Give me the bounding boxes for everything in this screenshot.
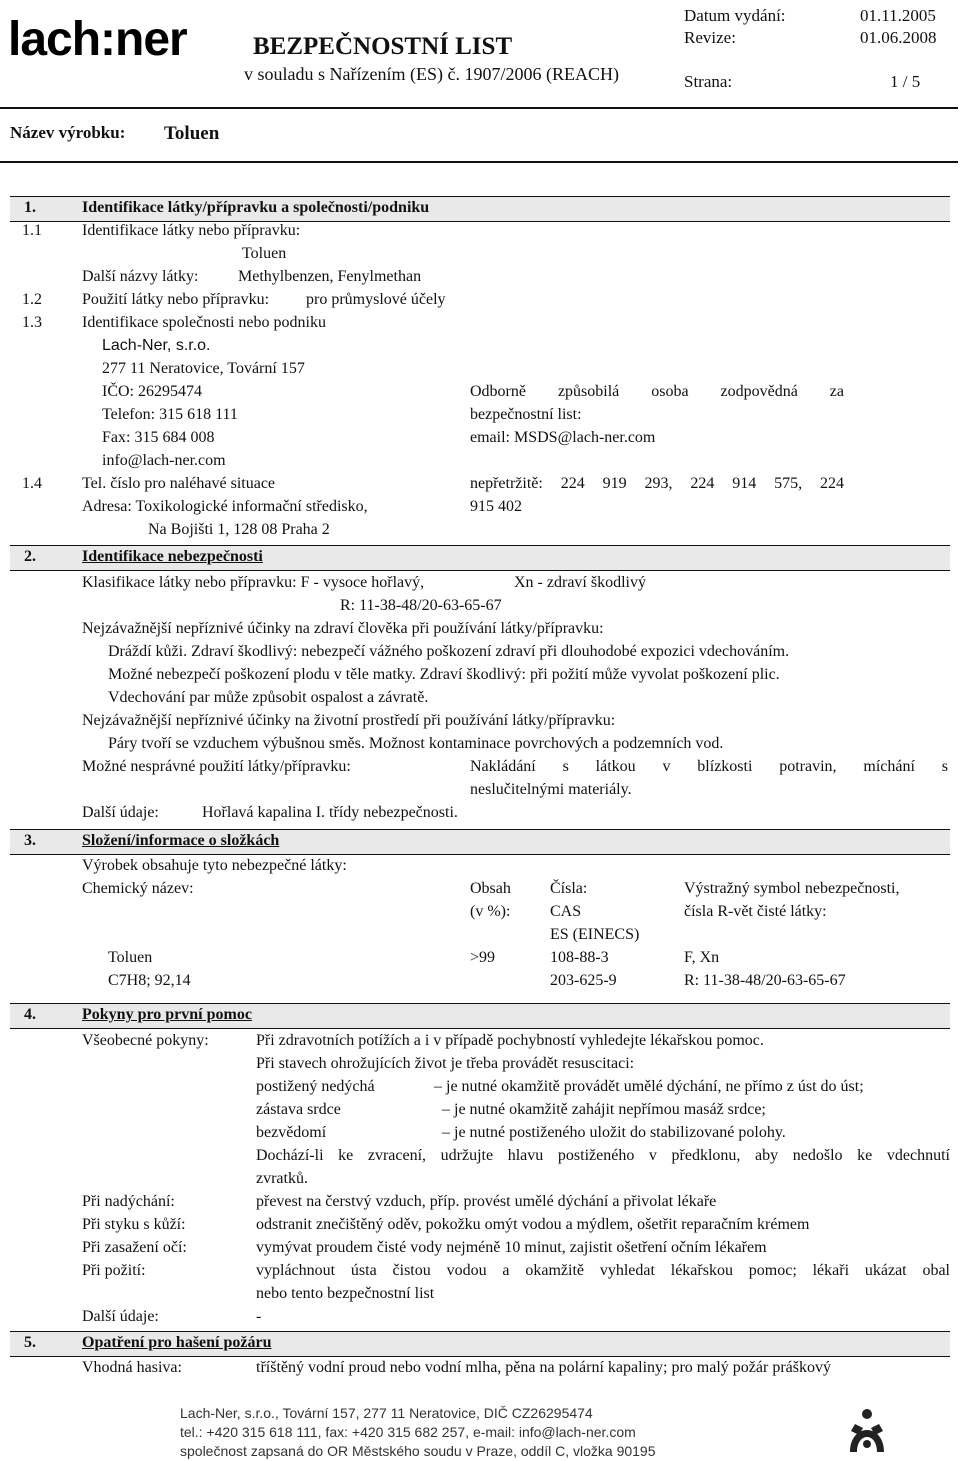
case-2: zástava srdce bbox=[256, 1101, 341, 1118]
ingestion-label: Při požití: bbox=[82, 1262, 146, 1279]
eye-value: vymývat proudem čisté vody nejméně 10 minut, zajistit ošetření očním lékařem bbox=[256, 1239, 767, 1256]
document-header bbox=[0, 0, 960, 100]
case-3: bezvědomí bbox=[256, 1124, 327, 1141]
section-title: Identifikace látky/přípravku a společnosti/podniku bbox=[82, 199, 430, 216]
inhalation-value: převest na čerstvý vzduch, příp. provést umělé dýchání a přivolat lékaře bbox=[256, 1193, 717, 1210]
page-footer bbox=[180, 1404, 656, 1461]
row-symbol: F, Xn bbox=[684, 949, 720, 966]
emergency-phone: nepřetržitě: 224 919 293, 224 914 575, 224 bbox=[470, 475, 844, 492]
general-2: Při stavech ohrožujících život je třeba provádět resuscitaci: bbox=[256, 1055, 635, 1072]
document-title: BEZPEČNOSTNÍ LIST bbox=[253, 33, 513, 60]
ingestion-2: nebo tento bezpečnostní list bbox=[256, 1285, 435, 1302]
classification-xn: Xn - zdraví škodlivý bbox=[514, 574, 646, 591]
item-1-4-number: 1.4 bbox=[22, 475, 42, 492]
classification-label: Klasifikace látky nebo přípravku: F - vysoce hořlavý, bbox=[82, 574, 425, 591]
skin-value: odstranit znečištěný oděv, pokožku omýt vodou a mýdlem, ošetřit reparačním krémem bbox=[256, 1216, 810, 1233]
col-es: ES (EINECS) bbox=[550, 926, 640, 943]
item-1-2-label: Použití látky nebo přípravku: bbox=[82, 291, 270, 308]
r-phrases: R: 11-38-48/20-63-65-67 bbox=[340, 597, 502, 614]
case-3-action: – je nutné postiženého uložit do stabilizované polohy. bbox=[442, 1124, 786, 1141]
section-2-header bbox=[10, 545, 950, 571]
general-1: Při zdravotních potížích a i v případě pochybností vyhledejte lékařskou pomoc. bbox=[256, 1032, 764, 1049]
product-label: Název výrobku: bbox=[10, 123, 126, 142]
item-1-1-label: Identifikace látky nebo přípravku: bbox=[82, 222, 301, 239]
vomit-2: zvratků. bbox=[256, 1170, 308, 1187]
case-1-action: – je nutné okamžitě provádět umělé dýchání, ne přímo z úst do úst; bbox=[434, 1078, 864, 1095]
responsible-email-link[interactable]: email: MSDS@lach-ner.com bbox=[470, 429, 656, 446]
section-number: 4. bbox=[24, 1006, 36, 1023]
row-r-phrases: R: 11-38-48/20-63-65-67 bbox=[684, 972, 846, 989]
skin-label: Při styku s kůží: bbox=[82, 1216, 186, 1233]
other-info-label: Další údaje: bbox=[82, 804, 159, 821]
row-cas: 108-88-3 bbox=[550, 949, 609, 966]
col-symbol: Výstražný symbol nebezpečnosti, bbox=[684, 880, 900, 897]
other-names: Methylbenzen, Fenylmethan bbox=[238, 268, 422, 285]
other-info: Hořlavá kapalina I. třídy nebezpečnosti. bbox=[202, 804, 458, 821]
responsible-care-icon bbox=[846, 1408, 888, 1456]
extinguishing-media: tříštěný vodní proud nebo vodní mlha, pěna na polární kapaliny; pro malý požár práškový bbox=[256, 1359, 831, 1376]
company-name: Lach-Ner, s.r.o. bbox=[102, 337, 211, 354]
company-phone: Telefon: 315 618 111 bbox=[102, 406, 238, 423]
health-effects-2: Možné nebezpečí poškození plodu v těle matky. Zdraví škodlivý: při požití může vyvolat poškození plic. bbox=[108, 666, 780, 683]
ingestion-1: vypláchnout ústa čistou vodou a okamžitě vyhledat lékařskou pomoc; lékaři ukázat obal bbox=[256, 1262, 950, 1279]
item-1-3-number: 1.3 bbox=[22, 314, 42, 331]
document-subtitle: v souladu s Nařízením (ES) č. 1907/2006 (REACH) bbox=[244, 64, 619, 84]
first-aid-other-label: Další údaje: bbox=[82, 1308, 159, 1325]
section-title: Opatření pro hašení požáru bbox=[82, 1334, 272, 1351]
product-box bbox=[0, 107, 958, 163]
col-content: Obsah bbox=[470, 880, 511, 897]
row-es: 203-625-9 bbox=[550, 972, 617, 989]
item-1-4-label: Tel. číslo pro naléhavé situace bbox=[82, 475, 276, 492]
section-title: Identifikace nebezpečnosti bbox=[82, 548, 263, 565]
env-effects-1: Páry tvoří se vzduchem výbušnou směs. Možnost kontaminace povrchových a podzemních vod. bbox=[108, 735, 724, 752]
col-numbers: Čísla: bbox=[550, 880, 588, 897]
footer-line-1: Lach-Ner, s.r.o., Tovární 157, 277 11 Neratovice, DIČ CZ26295474 bbox=[180, 1405, 593, 1421]
item-1-3-label: Identifikace společnosti nebo podniku bbox=[82, 314, 326, 331]
footer-line-3: společnost zapsaná do OR Městského soudu v Praze, oddíl C, vložka 90195 bbox=[180, 1443, 656, 1459]
row-content: >99 bbox=[470, 949, 496, 966]
general-label: Všeobecné pokyny: bbox=[82, 1032, 209, 1049]
col-symbol-2: čísla R-vět čisté látky: bbox=[684, 903, 827, 920]
misuse-1: Nakládání s látkou v blízkosti potravin, míchání s bbox=[470, 758, 948, 775]
section-number: 3. bbox=[24, 832, 36, 849]
emergency-address: Adresa: Toxikologické informační středisko, bbox=[82, 498, 368, 515]
first-aid-other: - bbox=[256, 1308, 262, 1325]
usage: pro průmyslové účely bbox=[306, 291, 446, 308]
section-number: 1. bbox=[24, 199, 36, 216]
section-title: Složení/informace o složkách bbox=[82, 832, 280, 849]
section-number: 2. bbox=[24, 548, 36, 565]
page-label: Strana: bbox=[684, 72, 733, 91]
case-2-action: – je nutné okamžitě zahájit nepřímou masáž srdce; bbox=[442, 1101, 766, 1118]
company-address: 277 11 Neratovice, Tovární 157 bbox=[102, 360, 305, 377]
item-1-1-number: 1.1 bbox=[22, 222, 42, 239]
col-content-unit: (v %): bbox=[470, 903, 511, 920]
inhalation-label: Při nadýchání: bbox=[82, 1193, 175, 1210]
col-cas: CAS bbox=[550, 903, 582, 920]
other-names-label: Další názvy látky: bbox=[82, 268, 199, 285]
section-3-header bbox=[10, 829, 950, 855]
case-1: postižený nedýchá bbox=[256, 1078, 375, 1095]
section-title: Pokyny pro první pomoc bbox=[82, 1006, 252, 1023]
company-ico: IČO: 26295474 bbox=[102, 383, 202, 400]
product-name: Toluen bbox=[164, 123, 220, 144]
row-name: Toluen bbox=[108, 949, 153, 966]
eye-label: Při zasažení očí: bbox=[82, 1239, 187, 1256]
revision-label: Revize: bbox=[684, 28, 736, 47]
emergency-phone-2: 915 402 bbox=[470, 498, 522, 515]
issue-date: 01.11.2005 bbox=[860, 6, 936, 25]
section-4-header bbox=[10, 1003, 950, 1029]
misuse-label: Možné nesprávné použití látky/přípravku: bbox=[82, 758, 351, 775]
health-effects-3: Vdechování par může způsobit ospalost a závratě. bbox=[108, 689, 429, 706]
company-fax: Fax: 315 684 008 bbox=[102, 429, 215, 446]
env-effects-label: Nejzávažnější nepříznivé účinky na životní prostředí při používání látky/přípravku: bbox=[82, 712, 616, 729]
revision-date: 01.06.2008 bbox=[860, 28, 937, 47]
section-5-header bbox=[10, 1331, 950, 1357]
misuse-2: neslučitelnými materiály. bbox=[470, 781, 632, 798]
issue-date-label: Datum vydání: bbox=[684, 6, 786, 25]
col-chemical-name: Chemický název: bbox=[82, 880, 194, 897]
item-1-2-number: 1.2 bbox=[22, 291, 42, 308]
section-number: 5. bbox=[24, 1334, 36, 1351]
emergency-address-2: Na Bojišti 1, 128 08 Praha 2 bbox=[148, 521, 330, 538]
footer-line-2: tel.: +420 315 618 111, fax: +420 315 682 257, e-mail: info@lach-ner.com bbox=[180, 1424, 636, 1440]
composition-intro: Výrobek obsahuje tyto nebezpečné látky: bbox=[82, 857, 347, 874]
health-effects-1: Dráždí kůži. Zdraví škodlivý: nebezpečí vážného poškození zdraví při dlouhodobé expozici vdechováním. bbox=[108, 643, 790, 660]
row-formula: C7H8; 92,14 bbox=[108, 972, 191, 989]
section-1-header bbox=[10, 196, 950, 222]
health-effects-label: Nejzávažnější nepříznivé účinky na zdraví člověka při používání látky/přípravku: bbox=[82, 620, 604, 637]
responsible-person-2: bezpečnostní list: bbox=[470, 406, 582, 423]
substance-name: Toluen bbox=[242, 245, 287, 262]
vomit-1: Dochází-li ke zvracení, udržujte hlavu postiženého v předklonu, aby nedošlo ke vdechnutí bbox=[256, 1147, 950, 1164]
responsible-person: Odborně způsobilá osoba zodpovědná za bbox=[470, 383, 844, 400]
company-logo: lach:ner bbox=[8, 13, 187, 66]
extinguishing-media-label: Vhodná hasiva: bbox=[82, 1359, 182, 1376]
company-email-link[interactable]: info@lach-ner.com bbox=[102, 452, 226, 469]
page-number: 1 / 5 bbox=[890, 72, 921, 91]
